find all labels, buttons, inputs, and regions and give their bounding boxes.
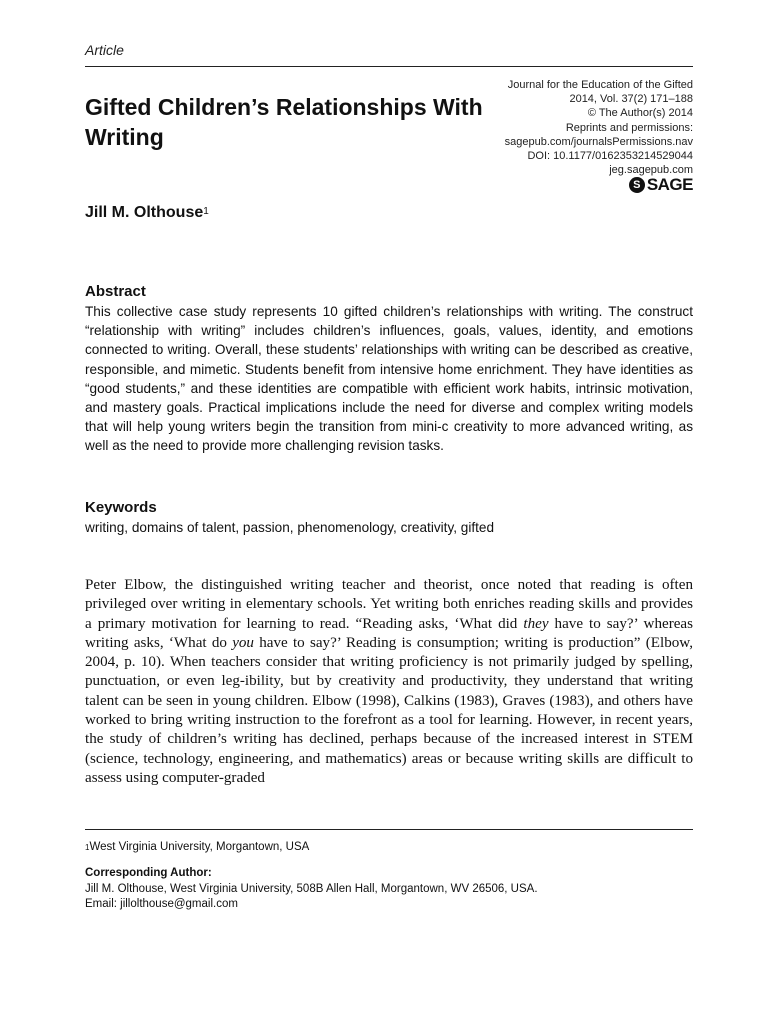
footnote-rule <box>85 829 693 830</box>
corresponding-email[interactable]: Email: jillolthouse@gmail.com <box>85 898 238 910</box>
corresponding-address: Jill M. Olthouse, West Virginia University, 508B Allen Hall, Morgantown, WV 26506, USA. <box>85 882 538 895</box>
article-type-label: Article <box>85 42 124 58</box>
affiliation-footnote <box>85 840 693 855</box>
header-rule <box>85 66 693 67</box>
article-title: Gifted Children’s Relationships With Writing <box>85 94 483 150</box>
author-affiliation-mark: 1 <box>203 206 209 217</box>
author-name <box>85 204 209 222</box>
journal-name: Journal for the Education of the Gifted <box>507 79 693 91</box>
copyright-notice: © The Author(s) 2014 <box>587 107 693 120</box>
footnote-mark: 1 <box>85 843 90 852</box>
body-emphasis-they: they <box>523 615 549 632</box>
corresponding-heading: Corresponding Author: <box>85 867 212 879</box>
corresponding-author <box>85 866 693 913</box>
keywords-heading: Keywords <box>85 499 157 516</box>
journal-volume: 2014, Vol. 37(2) 171–188 <box>569 93 693 106</box>
abstract-text: This collective case study represents 10 gifted children’s relationships with writing. The construct “relationship with writing” includes children’s influences, goals, values, identity, and emotions connected to writing. Overall, these students’ relationships with writing can be described as creative, responsible, and mimetic. Students benefit from intensive home enrichment. They have identities as “good students,” and these identities are compatible with efficient work habits, intrinsic motivation, and mastery goals. Practical implications include the need for diverse and complex writing models that will help young writers begin the transition from mini-c creativity to more advanced writing, as well as the need to provide more challenging revision tasks. <box>85 304 693 454</box>
journal-site-link[interactable]: jeg.sagepub.com <box>609 164 693 177</box>
affiliation-text: West Virginia University, Morgantown, USA <box>89 841 310 853</box>
body-segment: have to say?’ Reading is consumption; writing is production” (Elbow, 2004, p. 10). When teachers consider that writing proficiency is not primarily judged by spelling, punctuation, or even leg-ibility, but by creativity and productivity, they understand that writing talent can be seen in young children. Elbow (1998), Calkins (1983), Graves (1983), and others have worked to bring writing instruction to the forefront as a tool for learning. However, in recent years, the study of children’s writing has declined, perhaps because of the increased interest in STEM (science, technology, engineering, and mathematics) areas or because writing skills are difficult to assess using computer-graded <box>85 634 693 786</box>
body-segment: Peter Elbow, the distinguished writing teacher and theorist, once noted that reading is often privileged over writing in elementary schools. Yet writing both enriches reading skills and provides a primary motivation for learning to read. “Reading asks, ‘What did <box>85 577 693 632</box>
journal-info <box>433 78 693 177</box>
permissions-link[interactable]: sagepub.com/journalsPermissions.nav <box>504 135 693 148</box>
keywords-text: writing, domains of talent, passion, phenomenology, creativity, gifted <box>85 520 495 535</box>
sage-logo-text: SAGE <box>646 175 693 194</box>
body-segment: have to say?’ whereas writing asks, ‘What do <box>85 615 693 651</box>
body-paragraph <box>85 576 693 788</box>
abstract-heading: Abstract <box>85 283 146 300</box>
reprints-label: Reprints and permissions: <box>565 121 693 134</box>
doi-link[interactable]: DOI: 10.1177/0162353214529044 <box>527 150 693 163</box>
body-text <box>85 576 693 788</box>
sage-logo-icon: S <box>629 177 645 193</box>
body-emphasis-you: you <box>232 634 254 651</box>
author-name-text: Jill M. Olthouse <box>85 204 204 221</box>
sage-logo <box>629 175 693 195</box>
